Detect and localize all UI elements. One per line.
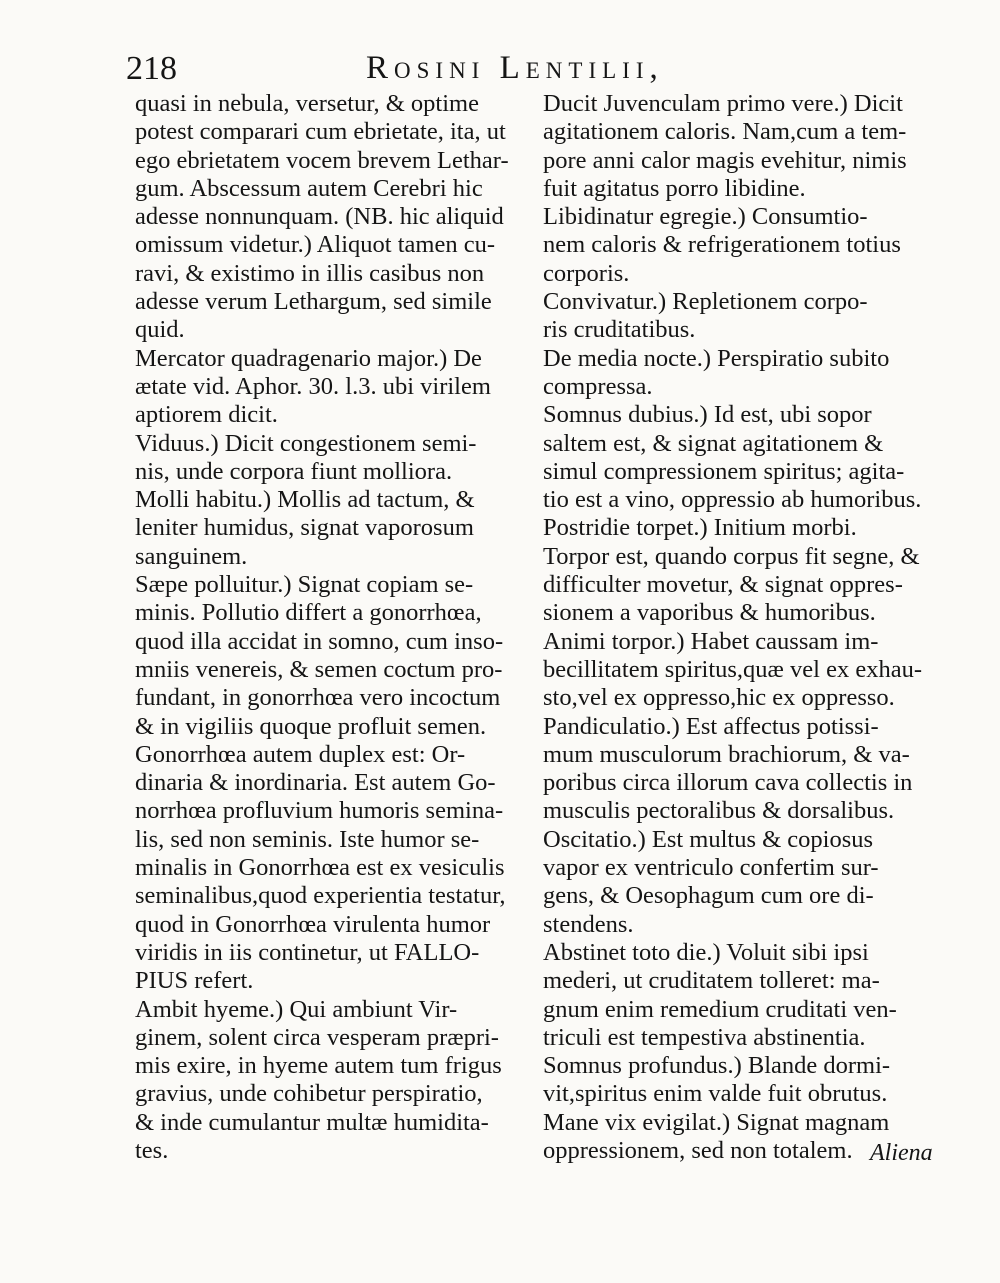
text-line: Animi torpor.) Habet caussam im- <box>543 627 879 655</box>
text-line: vit,spiritus enim valde fuit obrutus. <box>543 1080 888 1108</box>
text-line: & inde cumulantur multæ humidita- <box>135 1108 489 1136</box>
text-line: ravi, & existimo in illis casibus non <box>135 259 485 287</box>
text-line: Ducit Juvenculam primo vere.) Dicit <box>543 90 903 117</box>
text-line: minis. Pollutio differt a gonorrhœa, <box>135 599 482 627</box>
text-line: saltem est, & signat agitationem & <box>543 429 884 457</box>
text-line: ris cruditatibus. <box>543 316 696 344</box>
left-column <box>135 90 533 1165</box>
text-line: gnum enim remedium cruditati ven- <box>543 995 897 1023</box>
text-line: ginem, solent circa vesperam præpri- <box>135 1023 499 1051</box>
text-line: norrhœa profluvium humoris semina- <box>135 797 504 825</box>
text-line: gum. Abscessum autem Cerebri hic <box>135 174 483 202</box>
text-line: compressa. <box>543 372 653 400</box>
text-line: quod illa accidat in somno, cum inso- <box>135 627 504 655</box>
text-line: pore anni calor magis evehitur, nimis <box>543 146 907 174</box>
text-line: tes. <box>135 1136 169 1164</box>
running-title: Rosini Lentilii, <box>366 50 664 86</box>
text-line: Mane vix evigilat.) Signat magnam <box>543 1108 890 1136</box>
text-line: adesse verum Lethargum, sed simile <box>135 288 492 316</box>
text-line: quasi in nebula, versetur, & optime <box>135 90 479 117</box>
text-line: adesse nonnunquam. (NB. hic aliquid <box>135 203 504 231</box>
text-line: Gonorrhœa autem duplex est: Or- <box>135 740 466 768</box>
text-line: Pandiculatio.) Est affectus potissi- <box>543 712 879 740</box>
text-line: minalis in Gonorrhœa est ex vesiculis <box>135 854 505 882</box>
text-line: fuit agitatus porro libidine. <box>543 174 806 202</box>
page-number: 218 <box>126 50 177 87</box>
text-line: oppressionem, sed non totalem. <box>543 1136 853 1164</box>
text-line: Postridie torpet.) Initium morbi. <box>543 514 857 542</box>
text-line: mum musculorum brachiorum, & va- <box>543 740 910 768</box>
text-line: poribus circa illorum cava collectis in <box>543 769 913 797</box>
text-line: sionem a vaporibus & humoribus. <box>543 599 876 627</box>
text-line: quod in Gonorrhœa virulenta humor <box>135 910 491 938</box>
text-line: sanguinem. <box>135 542 248 570</box>
text-line: Somnus profundus.) Blande dormi- <box>543 1052 891 1080</box>
text-line: viridis in iis continetur, ut FALLO- <box>135 938 480 966</box>
text-line: stendens. <box>543 910 634 938</box>
text-line: Mercator quadragenario major.) De <box>135 344 482 372</box>
text-line: nem caloris & refrigerationem totius <box>543 231 901 259</box>
text-line: becillitatem spiritus,quæ vel ex exhau- <box>543 655 922 683</box>
text-line: mederi, ut cruditatem tolleret: ma- <box>543 967 880 995</box>
text-line: dinaria & inordinaria. Est autem Go- <box>135 769 496 797</box>
catchword: Aliena <box>870 1140 933 1166</box>
text-line: triculi est tempestiva abstinentia. <box>543 1023 866 1051</box>
text-line: vapor ex ventriculo confertim sur- <box>543 854 879 882</box>
text-line: nis, unde corpora fiunt molliora. <box>135 457 453 485</box>
text-line: mniis venereis, & semen coctum pro- <box>135 655 503 683</box>
text-line: lis, sed non seminis. Iste humor se- <box>135 825 480 853</box>
text-line: aptiorem dicit. <box>135 401 278 429</box>
text-line: seminalibus,quod experientia testatur, <box>135 882 506 910</box>
text-line: PIUS refert. <box>135 967 254 995</box>
text-line: Libidinatur egregie.) Consumtio- <box>543 203 868 231</box>
text-line: sto,vel ex oppresso,hic ex oppresso. <box>543 684 895 712</box>
text-line: omissum videtur.) Aliquot tamen cu- <box>135 231 495 259</box>
text-line: Somnus dubius.) Id est, ubi sopor <box>543 401 872 429</box>
text-line: Torpor est, quando corpus fit segne, & <box>543 542 920 570</box>
text-line: Oscitatio.) Est multus & copiosus <box>543 825 874 853</box>
text-line: Abstinet toto die.) Voluit sibi ipsi <box>543 938 869 966</box>
text-line: Convivatur.) Repletionem corpo- <box>543 288 868 316</box>
text-line: fundant, in gonorrhœa vero incoctum <box>135 684 501 712</box>
text-line: corporis. <box>543 259 630 287</box>
text-line: Ambit hyeme.) Qui ambiunt Vir- <box>135 995 458 1023</box>
text-line: Molli habitu.) Mollis ad tactum, & <box>135 486 475 514</box>
text-line: potest comparari cum ebrietate, ita, ut <box>135 118 506 146</box>
text-line: & in vigiliis quoque profluit semen. <box>135 712 487 740</box>
right-column <box>543 90 955 1165</box>
text-line: tio est a vino, oppressio ab humoribus. <box>543 486 922 514</box>
text-line: Sæpe polluitur.) Signat copiam se- <box>135 571 474 599</box>
text-line: musculis pectoralibus & dorsalibus. <box>543 797 895 825</box>
text-line: agitationem caloris. Nam,cum a tem- <box>543 118 907 146</box>
text-line: leniter humidus, signat vaporosum <box>135 514 474 542</box>
text-line: quid. <box>135 316 185 344</box>
text-line: simul compressionem spiritus; agita- <box>543 457 905 485</box>
text-line: gravius, unde cohibetur perspiratio, <box>135 1080 483 1108</box>
text-line: gens, & Oesophagum cum ore di- <box>543 882 874 910</box>
text-line: difficulter movetur, & signat oppres- <box>543 571 903 599</box>
text-line: Viduus.) Dicit congestionem semi- <box>135 429 477 457</box>
text-line: ætate vid. Aphor. 30. l.3. ubi virilem <box>135 372 491 400</box>
text-line: De media nocte.) Perspiratio subito <box>543 344 890 372</box>
text-line: mis exire, in hyeme autem tum frigus <box>135 1052 502 1080</box>
text-line: ego ebrietatem vocem brevem Lethar- <box>135 146 509 174</box>
